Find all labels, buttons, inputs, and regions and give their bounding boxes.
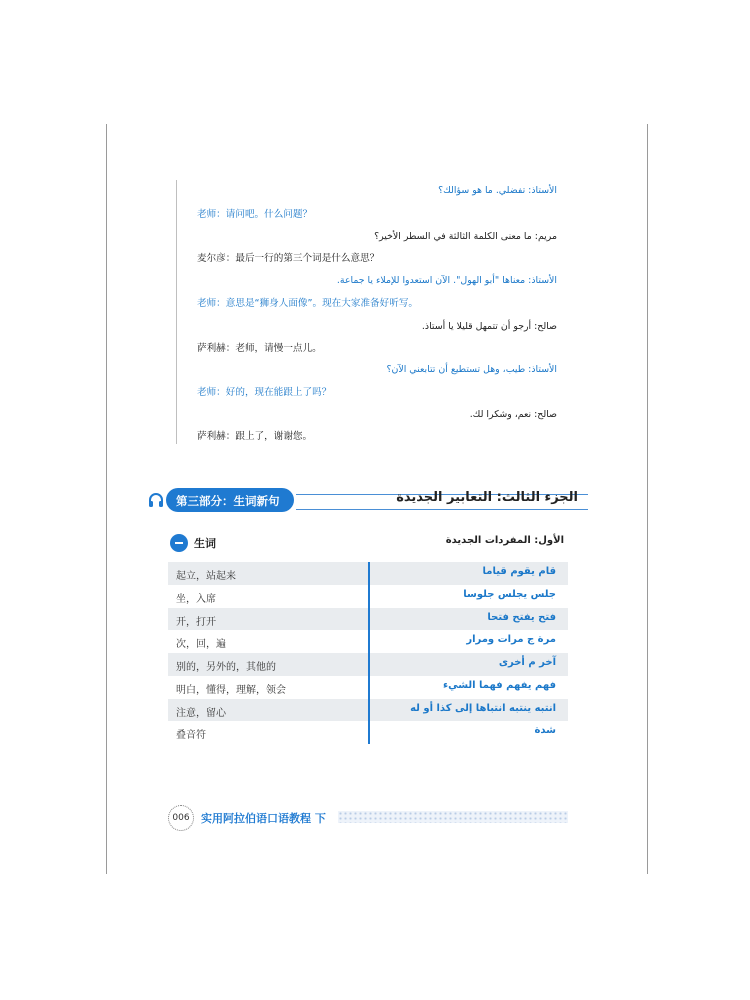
- dialogue-block: [176, 180, 562, 444]
- dialogue-line: 老师：请问吧。什么问题？: [197, 209, 313, 220]
- page-footer: [168, 805, 568, 833]
- vocab-meaning-cn: 叠音符: [176, 730, 206, 742]
- vocab-meaning-cn: 别的，另外的，其他的: [176, 662, 276, 673]
- vocab-table: [168, 562, 568, 744]
- dialogue-line: صالح: نعم، وشكرا لك.: [469, 409, 557, 420]
- vocab-column-divider: [368, 562, 370, 744]
- vocab-title-ar: الأول: المفردات الجديدة: [445, 535, 564, 546]
- vocab-word-ar: قام يقوم قياما: [482, 566, 556, 577]
- dialogue-line: 老师：意思是“狮身人面像”。现在大家准备好听写。: [197, 298, 419, 309]
- vocab-number-marker: [170, 534, 188, 552]
- dialogue-line: 麦尔彦：最后一行的第三个词是什么意思？: [197, 253, 380, 264]
- vocab-meaning-cn: 明白，懂得，理解，领会: [176, 684, 286, 696]
- book-title: 实用阿拉伯语口语教程 下: [201, 812, 326, 825]
- dialogue-line: 萨利赫：跟上了，谢谢您。: [197, 431, 313, 442]
- dialogue-line: الأستاذ: معناها "أبو الهول". الآن استعدوا للإملاء يا جماعة.: [336, 275, 557, 286]
- vocab-meaning-cn: 次，回，遍: [176, 639, 226, 651]
- section-banner: [148, 487, 588, 515]
- section-title-ar: الجزء الثالث: التعابير الجديدة: [396, 490, 578, 505]
- vocab-word-ar: فهم يفهم فهما الشيء: [442, 679, 556, 691]
- vocab-word-ar: مرة ج مرات ومرار: [466, 634, 556, 646]
- dialogue-line: 萨利赫：老师，请慢一点儿。: [197, 343, 322, 354]
- vocab-word-ar: شدة: [534, 725, 556, 737]
- vocab-meaning-cn: 注意，留心: [176, 707, 226, 719]
- banner-rule-bottom: [296, 509, 588, 510]
- vocab-title-cn: 生词: [194, 537, 216, 550]
- footer-dot-band: [338, 811, 568, 823]
- dialogue-line: الأستاذ: تفضلي. ما هو سؤالك؟: [438, 185, 557, 196]
- dialogue-line: الأستاذ: طيب، وهل تستطيع أن تتابعني الآن؟: [386, 364, 557, 375]
- vocab-meaning-cn: 开，打开: [176, 616, 216, 628]
- vocab-word-ar: جلس يجلس جلوسا: [463, 588, 556, 600]
- dialogue-line: صالح: أرجو أن تتمهل قليلا يا أستاذ.: [421, 321, 557, 332]
- dialogue-line: مريم: ما معنى الكلمة الثالثة في السطر الأخير؟: [374, 231, 557, 242]
- vocab-word-ar: فتح يفتح فتحا: [487, 611, 556, 623]
- section-title-cn: 第三部分：生词新句: [176, 494, 280, 508]
- section-pill: [166, 488, 294, 512]
- headphone-icon: [148, 492, 164, 508]
- vocab-word-ar: انتبه ينتبه انتباها إلى كذا أو له: [410, 702, 556, 714]
- page-number: 006: [168, 805, 194, 831]
- vocab-meaning-cn: 坐，入席: [176, 593, 216, 605]
- vocab-meaning-cn: 起立，站起来: [176, 571, 236, 582]
- vocab-word-ar: آخر م أخرى: [498, 657, 556, 668]
- dialogue-line: 老师：好的，现在能跟上了吗？: [197, 387, 332, 398]
- vocab-header: [170, 533, 570, 555]
